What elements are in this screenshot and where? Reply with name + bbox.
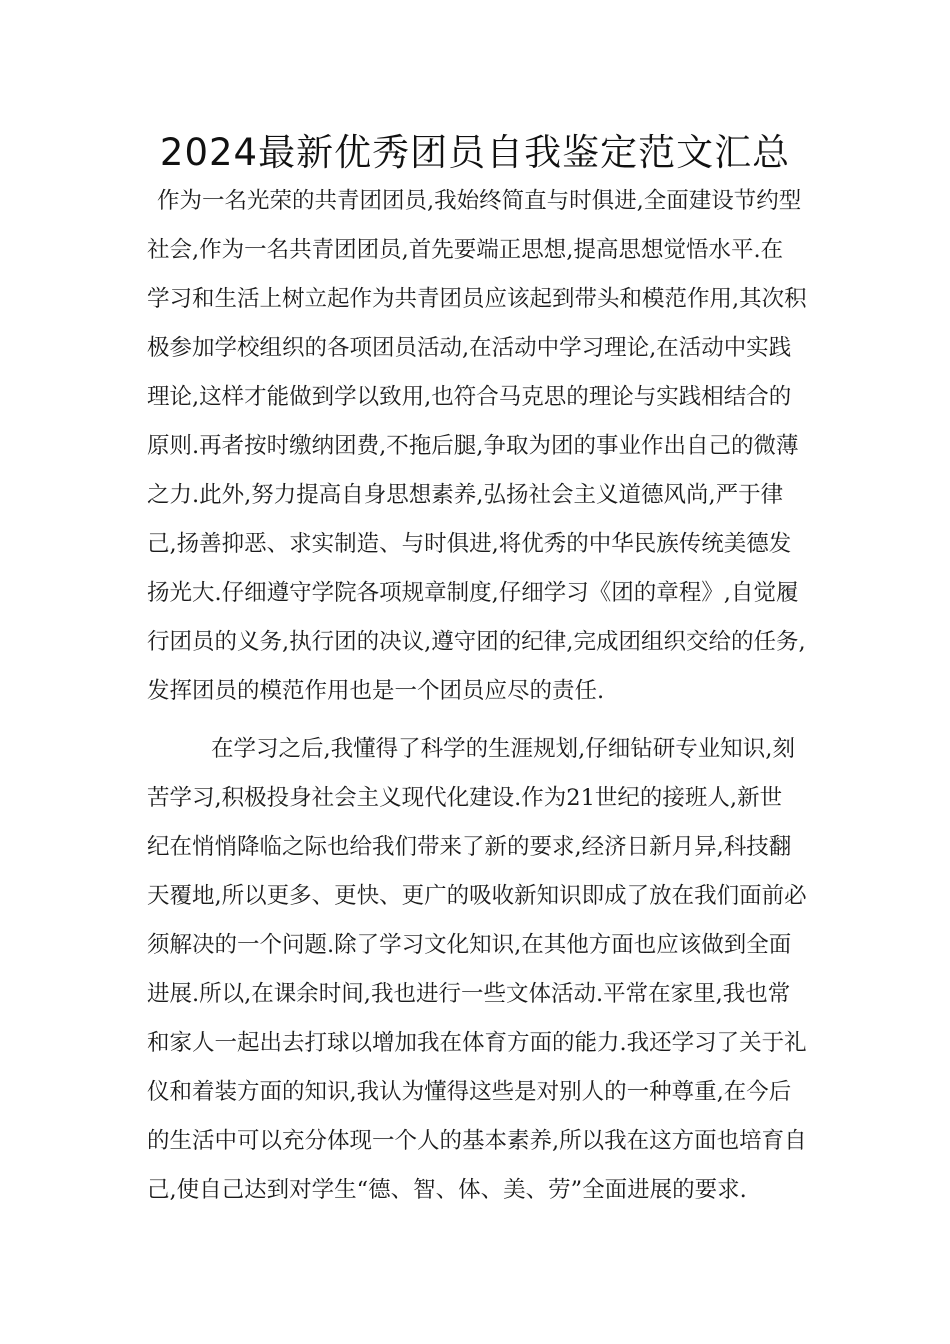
text-line: 仪和着装方面的知识,我认为懂得这些是对别人的一种尊重,在今后 (147, 1079, 792, 1105)
text-line: 己,使自己达到对学生“德、智、体、美、劳”全面进展的要求. (147, 1177, 747, 1203)
paragraph-2 (147, 725, 815, 1215)
text-line: 苦学习,积极投身社会主义现代化建设.作为21世纪的接班人,新世 (147, 785, 783, 811)
text-line: 发挥团员的模范作用也是一个团员应尽的责任. (147, 678, 605, 704)
text-line: 社会,作为一名共青团团员,首先要端正思想,提高思想觉悟水平.在 (147, 237, 784, 263)
text-line: 在学习之后,我懂得了科学的生涯规划,仔细钻研专业知识,刻 (211, 736, 795, 762)
text-line: 扬光大.仔细遵守学院各项规章制度,仔细学习《团的章程》,自觉履 (147, 580, 799, 606)
text-line: 天覆地,所以更多、更快、更广的吸收新知识即成了放在我们面前必 (147, 883, 807, 909)
text-line: 极参加学校组织的各项团员活动,在活动中学习理论,在活动中实践 (147, 335, 792, 361)
text-line: 须解决的一个问题.除了学习文化知识,在其他方面也应该做到全面 (147, 932, 792, 958)
paragraph-1 (147, 177, 815, 716)
text-line: 学习和生活上树立起作为共青团员应该起到带头和模范作用,其次积 (147, 286, 807, 312)
text-line: 理论,这样才能做到学以致用,也符合马克思的理论与实践相结合的 (147, 384, 792, 410)
text-line: 原则.再者按时缴纳团费,不拖后腿,争取为团的事业作出自己的微薄 (147, 433, 799, 459)
text-line: 纪在悄悄降临之际也给我们带来了新的要求,经济日新月异,科技翻 (147, 834, 792, 860)
text-line: 之力.此外,努力提高自身思想素养,弘扬社会主义道德风尚,严于律 (147, 482, 784, 508)
text-line: 进展.所以,在课余时间,我也进行一些文体活动.平常在家里,我也常 (147, 981, 791, 1007)
document-title: 2024最新优秀团员自我鉴定范文汇总 (159, 131, 791, 174)
text-line: 己,扬善抑恶、求实制造、与时俱进,将优秀的中华民族传统美德发 (147, 531, 792, 557)
text-line: 行团员的义务,执行团的决议,遵守团的纪律,完成团组织交给的任务, (147, 629, 806, 655)
text-line: 和家人一起出去打球以增加我在体育方面的能力.我还学习了关于礼 (147, 1030, 807, 1056)
text-line: 的生活中可以充分体现一个人的基本素养,所以我在这方面也培育自 (147, 1128, 807, 1154)
text-line: 作为一名光荣的共青团团员,我始终简直与时俱进,全面建设节约型 (157, 188, 802, 214)
